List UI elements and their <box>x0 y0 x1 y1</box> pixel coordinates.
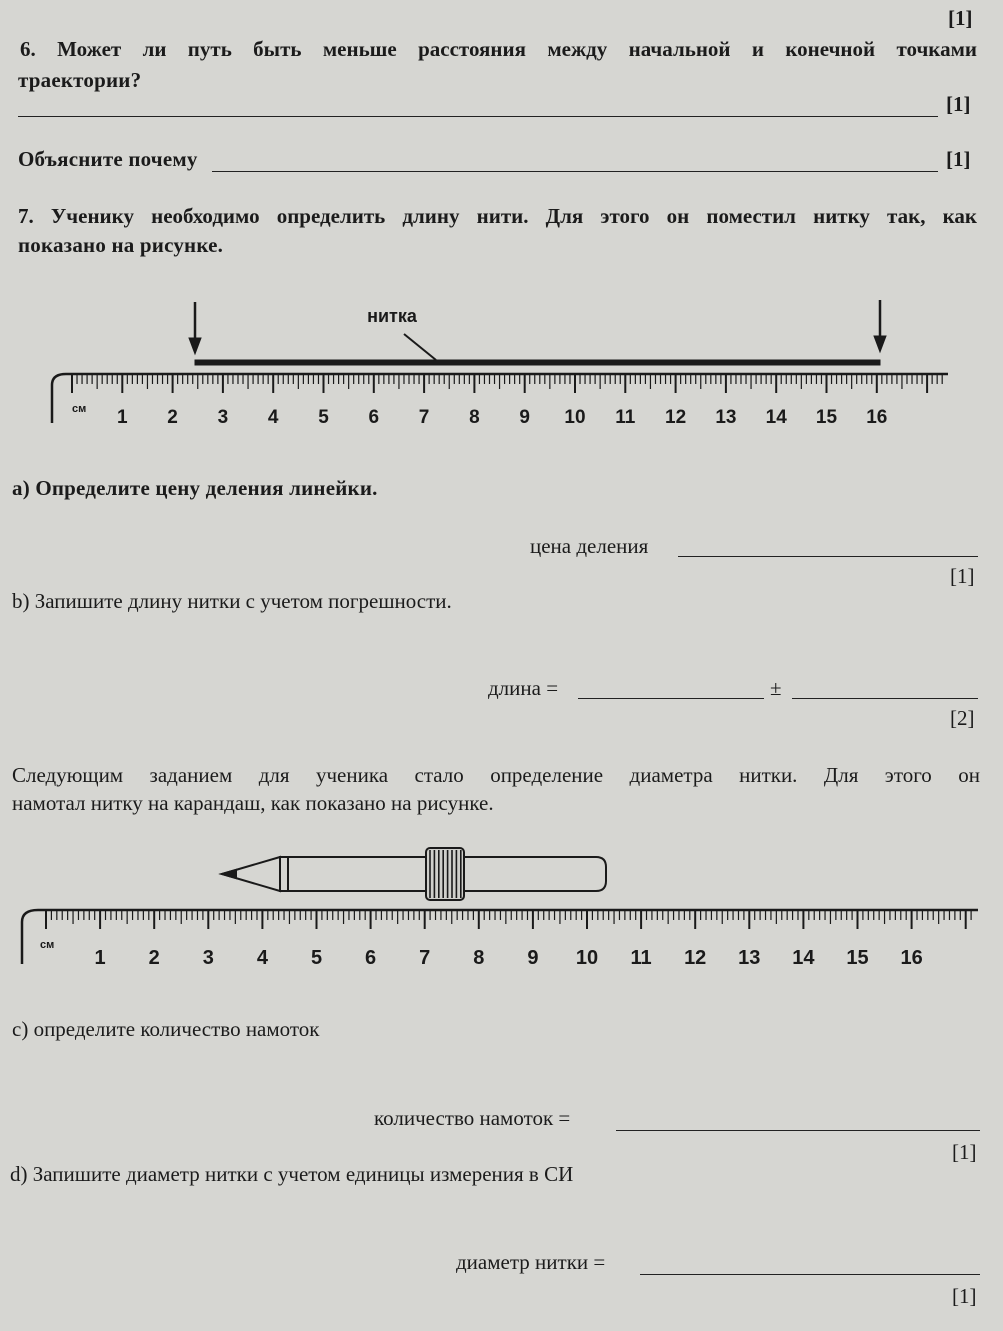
ruler-number: 9 <box>527 947 539 969</box>
part-a-answer-label: цена деления <box>530 534 649 558</box>
part-b-mark: [2] <box>950 706 975 730</box>
part-b-length-line[interactable] <box>578 698 764 699</box>
ruler-number: 16 <box>866 407 888 428</box>
left-arrow-head <box>189 338 201 354</box>
ruler-number: 13 <box>715 407 737 428</box>
ruler-number: 1 <box>117 407 128 428</box>
ruler-number: 5 <box>318 407 329 428</box>
q6-mark-answer: [1] <box>946 92 971 116</box>
ruler-number: 1 <box>94 947 106 969</box>
part-b-error-line[interactable] <box>792 698 978 699</box>
part-c-mark: [1] <box>952 1140 977 1164</box>
part-d-mark: [1] <box>952 1284 977 1308</box>
q6-explain-line[interactable] <box>212 171 938 172</box>
ruler-number: 10 <box>575 947 599 969</box>
next-task-line1: Следующим заданием для ученика стало определение диаметра нитки. Для этого он <box>12 763 980 787</box>
ruler-number: 8 <box>473 947 485 969</box>
part-c-answer-line[interactable] <box>616 1130 980 1131</box>
next-task-line2: намотал нитку на карандаш, как показано на рисунке. <box>12 791 494 815</box>
pencil-ruler-figure <box>0 836 1003 982</box>
thread-label-pointer <box>404 334 436 360</box>
part-c-answer-label: количество намоток = <box>374 1106 571 1130</box>
ruler-number: 15 <box>815 407 838 428</box>
ruler-number: 12 <box>684 947 707 969</box>
ruler-number: 5 <box>310 947 323 969</box>
thread-ruler-figure <box>0 290 1003 450</box>
part-a-text: a) Определите цену деления линейки. <box>12 476 378 500</box>
ruler-number: 6 <box>365 947 377 969</box>
ruler-number: 6 <box>368 407 380 428</box>
ruler-number: 14 <box>765 407 787 428</box>
ruler-number: 2 <box>167 407 178 428</box>
part-a-mark: [1] <box>950 564 975 588</box>
q6-question-line2: траектории? <box>18 68 142 92</box>
thread-bar <box>195 360 880 365</box>
thread-coil <box>426 848 464 900</box>
part-c-text: c) определите количество намоток <box>12 1017 320 1041</box>
q6-question-line1: 6. Может ли путь быть меньше расстояния между начальной и конечной точками <box>20 37 977 61</box>
part-d-answer-line[interactable] <box>640 1274 980 1275</box>
ruler-number: 11 <box>630 947 652 969</box>
ruler-number: 16 <box>900 947 923 969</box>
part-b-plus-minus: ± <box>770 676 782 700</box>
ruler-number: 7 <box>418 407 430 428</box>
right-arrow-head <box>874 336 886 352</box>
part-a-answer-line[interactable] <box>678 556 978 557</box>
ruler-number: 14 <box>792 947 815 969</box>
ruler-number: 3 <box>217 407 229 428</box>
ruler-number: 9 <box>519 407 530 428</box>
ruler-number: 10 <box>564 407 586 428</box>
q6-mark-top: [1] <box>948 6 973 30</box>
q6-mark-explain: [1] <box>946 147 971 171</box>
q6-answer-line[interactable] <box>18 116 938 117</box>
part-d-answer-label: диаметр нитки = <box>456 1250 606 1274</box>
ruler-number: 4 <box>256 947 268 969</box>
part-d-text: d) Запишите диаметр нитки с учетом единицы измерения в СИ <box>10 1162 574 1186</box>
ruler-number: 15 <box>846 947 869 969</box>
ruler-number: 4 <box>267 407 279 428</box>
ruler-number: 8 <box>469 407 480 428</box>
pencil-lead <box>222 870 236 878</box>
q7-question-line2: показано на рисунке. <box>18 233 224 257</box>
ruler-number: 12 <box>665 407 687 428</box>
ruler-number: 3 <box>202 947 214 969</box>
ruler-unit-label: см <box>72 403 87 415</box>
ruler-number: 7 <box>419 947 431 969</box>
ruler-number: 2 <box>148 947 160 969</box>
part-b-text: b) Запишите длину нитки с учетом погрешности. <box>12 589 452 613</box>
ruler-unit-label: см <box>40 939 55 951</box>
part-b-answer-label: длина = <box>488 676 559 700</box>
ruler-number: 13 <box>738 947 761 969</box>
ruler-number: 11 <box>615 407 636 428</box>
q6-explain-label: Объясните почему <box>18 147 198 171</box>
q7-question-line1: 7. Ученику необходимо определить длину нити. Для этого он поместил нитку так, как <box>18 204 977 228</box>
thread-label: нитка <box>367 306 417 326</box>
